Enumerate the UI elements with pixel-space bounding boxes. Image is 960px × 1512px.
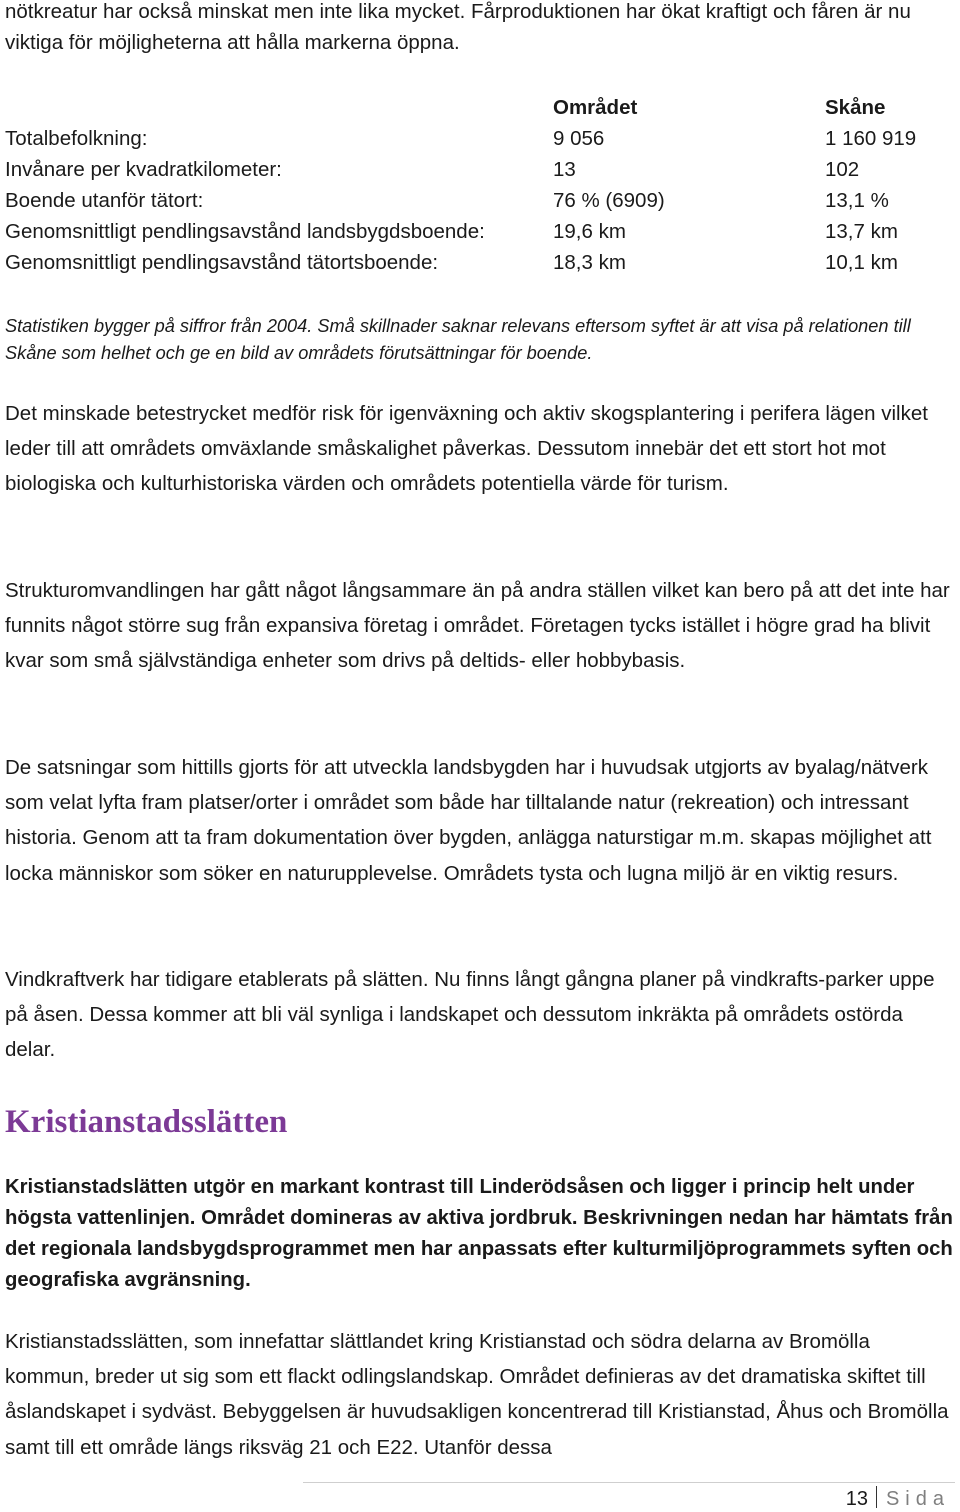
row-label: Boende utanför tätort: [5,189,204,212]
area-value: 19,6 km [553,220,626,243]
skane-value: 13,7 km [825,220,898,243]
section-lead-paragraph: Kristianstadslätten utgör en markant kontrast till Linderödsåsen och ligger i princip helt under högsta vattenlinjen. Området domineras av aktiva jordbruk. Beskrivningen nedan har hämtats från det regionala landsbygdsprogrammet men har anpassats efter kulturmiljöprogrammets syften och geografiska avgränsning. [5,1176,953,1291]
intro-paragraph: nötkreatur har också minskat men inte lika mycket. Fårproduktionen har ökat kraftigt och fåren är nu viktiga för möjligheterna att hålla markerna öppna. [5,0,911,54]
statistics-note: Statistiken bygger på siffror från 2004. Små skillnader saknar relevans eftersom syftet är att visa på relationen till Skåne som helhet och ge en bild av områdets förutsättningar för boende. [5,316,911,363]
section-heading: Kristianstadsslätten [5,1104,288,1140]
row-label: Totalbefolkning: [5,127,148,150]
area-value: 76 % (6909) [553,189,665,212]
skane-value: 10,1 km [825,251,898,274]
table-header-row [5,96,955,127]
footer-separator [876,1486,877,1508]
section-body-paragraph: Kristianstadsslätten, som innefattar slättlandet kring Kristianstad och södra delarna av Bromölla kommun, breder ut sig som ett flackt odlingslandskap. Området definieras av det dramatiska skiftet till åslandskapet i sydväst. Bebyggelsen är huvudsakligen koncentrerad till Kristianstad, Åhus och Bromölla samt till ett område längs riksväg 21 och E22. Utanför dessa [5,1330,949,1459]
area-value: 18,3 km [553,251,626,274]
body-paragraph: Det minskade betestrycket medför risk för igenväxning och aktiv skogsplantering i perifera lägen vilket leder till att områdets omväxlande småskalighet påverkas. Dessutom innebär det ett stort hot mot biologiska och kulturhistoriska värden och områdets potentiella värde för turism. [5,402,928,496]
body-paragraph: De satsningar som hittills gjorts för att utveckla landsbygden har i huvudsak utgjorts av byalag/nätverk som velat lyfta fram platser/orter i området som både har tilltalande natur (rekreation) och intressant historia. Genom att ta fram dokumentation över bygden, anlägga naturstigar m.m. skapas möjlighet att locka människor som söker en naturupplevelse. Områdets tysta och lugna miljö är en viktig resurs. [5,756,932,885]
area-value: 9 056 [553,127,605,150]
table-row [5,251,955,282]
page-footer [846,1486,950,1511]
body-paragraph: Strukturomvandlingen har gått något långsammare än på andra ställen vilket kan bero på att det inte har funnits något större sug från expansiva företag i området. Företagen tycks istället i högre grad ha blivit kvar som små självständiga enheter som drivs på deltids- eller hobbybasis. [5,579,950,673]
page-label: Sida [885,1488,950,1510]
table-row [5,158,955,189]
skane-value: 1 160 919 [825,127,917,150]
table-row [5,127,955,158]
table-header-cell: Skåne [825,96,886,119]
table-header-cell [5,96,553,127]
row-label: Invånare per kvadratkilometer: [5,158,282,181]
table-row [5,220,955,251]
skane-value: 102 [825,158,860,181]
statistics-table [5,96,955,282]
row-label: Genomsnittligt pendlingsavstånd landsbygdsboende: [5,220,485,243]
page-number: 13 [845,1488,868,1510]
skane-value: 13,1 % [825,189,889,212]
table-row [5,189,955,220]
table-header-cell: Området [553,96,638,119]
body-paragraph: Vindkraftverk har tidigare etablerats på slätten. Nu finns långt gångna planer på vindkrafts-parker uppe på åsen. Dessa kommer att bli väl synliga i landskapet och dessutom inkräkta på områdets ostörda delar. [5,968,935,1062]
row-label: Genomsnittligt pendlingsavstånd tätortsboende: [5,251,439,274]
area-value: 13 [553,158,576,181]
footer-divider [303,1482,955,1483]
